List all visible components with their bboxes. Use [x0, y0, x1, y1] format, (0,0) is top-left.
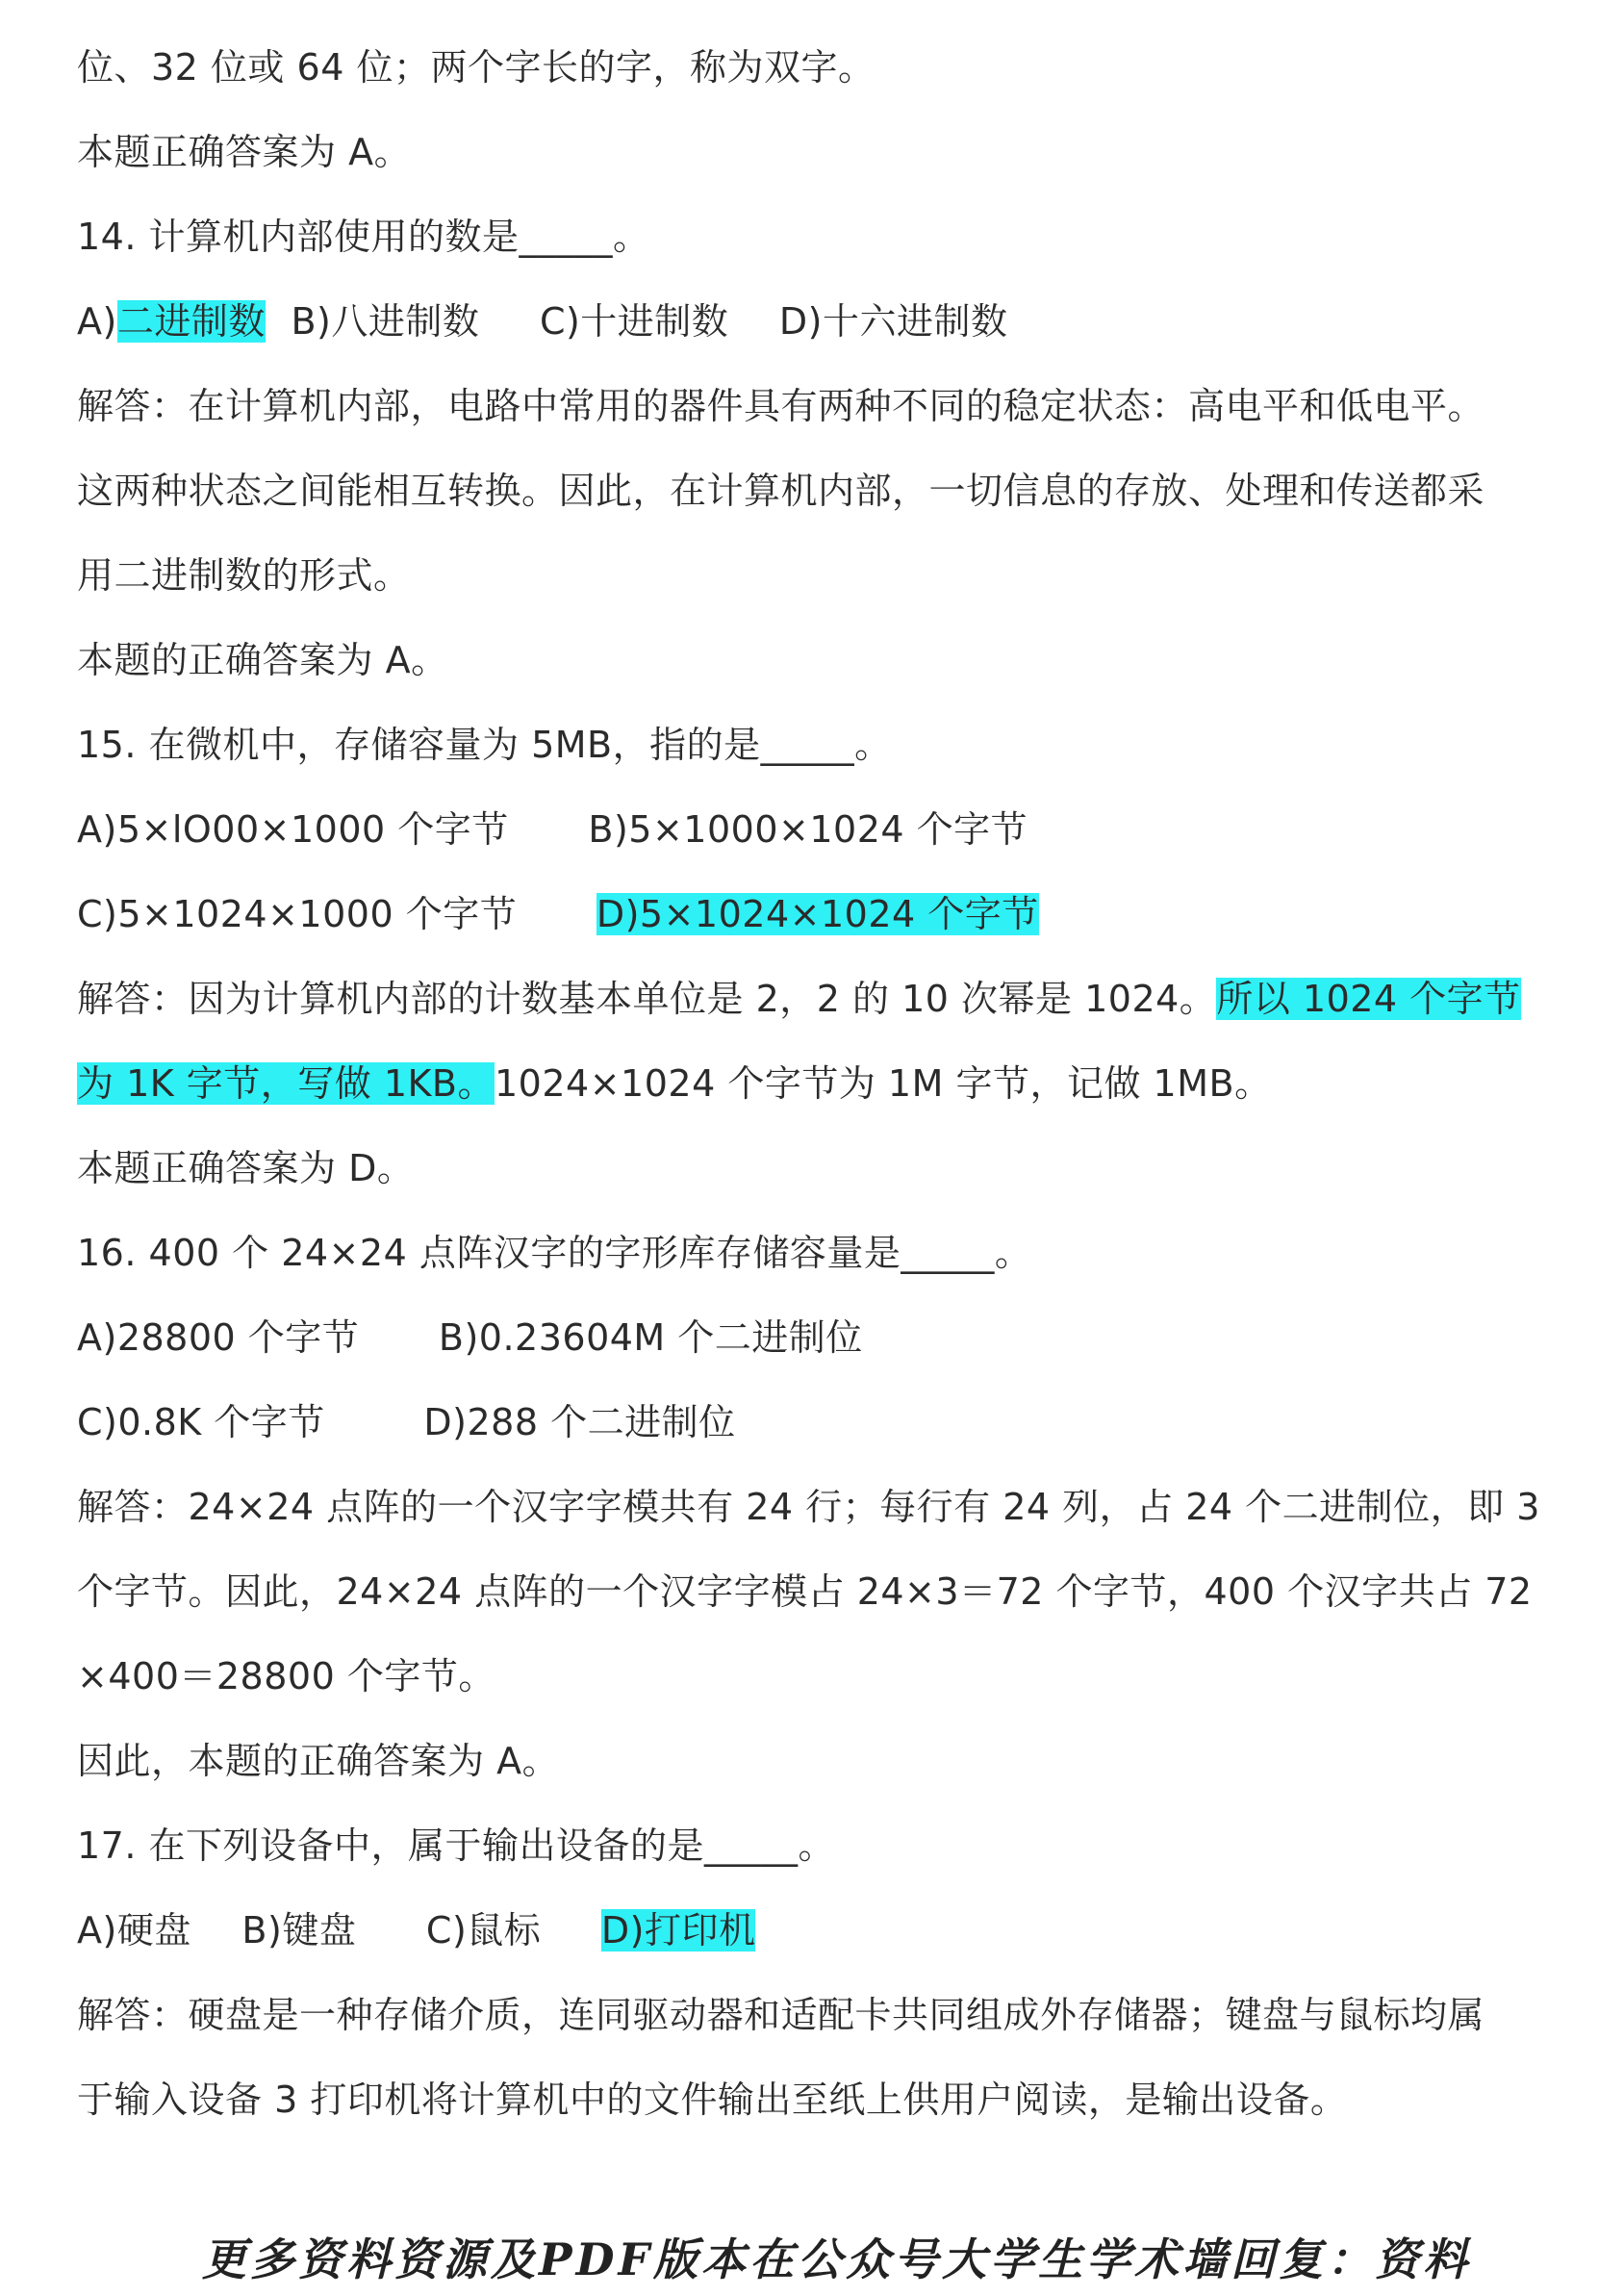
- options-15-cd: [77, 887, 1039, 941]
- options-14: [77, 294, 1007, 348]
- option-b: B)键盘: [241, 1909, 357, 1952]
- option-c: C)0.8K 个字节: [77, 1401, 325, 1443]
- option-d: D)288 个二进制位: [423, 1401, 736, 1443]
- option-a: A)28800 个字节: [77, 1316, 360, 1359]
- text-span: 于输入设备 3 打印机将计算机中的文件输出至纸上供用户阅读，是输出设备。: [77, 2079, 1348, 2121]
- text-line: [77, 40, 875, 94]
- options-16-cd: [77, 1395, 736, 1449]
- option-a: A)5×lO00×1000 个字节: [77, 808, 509, 851]
- text-span: 本题正确答案为 A。: [77, 131, 412, 173]
- question-14: [77, 210, 650, 264]
- option-c: C)鼠标: [425, 1909, 542, 1952]
- explanation-line: [77, 2073, 1347, 2127]
- question-15: [77, 718, 892, 772]
- answer-line: [77, 1734, 559, 1788]
- answer-line: [77, 633, 448, 687]
- option-d-highlighted: D)5×1024×1024 个字节: [596, 893, 1039, 935]
- option-a-highlighted: 二进制数: [116, 300, 266, 343]
- explanation-line: [77, 1480, 1540, 1534]
- question-17: [77, 1819, 835, 1873]
- text-span: 这两种状态之间能相互转换。因此，在计算机内部，一切信息的存放、处理和传送都采: [77, 470, 1485, 512]
- answer-line: [77, 1141, 414, 1195]
- text-span: 15. 在微机中，存储容量为 5MB，指的是_____。: [77, 724, 892, 766]
- explanation-line: [77, 1988, 1484, 2042]
- option-b: B)八进制数: [291, 300, 480, 343]
- option-c: C)5×1024×1000 个字节: [77, 893, 518, 935]
- text-span: 用二进制数的形式。: [77, 554, 411, 597]
- text-span: 14. 计算机内部使用的数是_____。: [77, 216, 650, 258]
- text-span: 16. 400 个 24×24 点阵汉字的字形库存储容量是_____。: [77, 1232, 1032, 1274]
- option-a: A)硬盘: [77, 1909, 191, 1952]
- options-17: [77, 1903, 755, 1957]
- option-d: D)十六进制数: [778, 300, 1008, 343]
- explanation-line: [77, 1057, 1272, 1110]
- text-span: 本题的正确答案为 A。: [77, 639, 448, 681]
- explanation-line: [77, 548, 411, 602]
- option-b: B)5×1000×1024 个字节: [588, 808, 1028, 851]
- text-span: 解答：24×24 点阵的一个汉字字模共有 24 行；每行有 24 列，占 24 个二进制位，即 3: [77, 1486, 1540, 1528]
- text-span: 解答：硬盘是一种存储介质，连同驱动器和适配卡共同组成外存储器；键盘与鼠标均属: [77, 1994, 1485, 2036]
- text-span: 解答：在计算机内部，电路中常用的器件具有两种不同的稳定状态：高电平和低电平。: [77, 385, 1485, 427]
- text-span: 个字节。因此，24×24 点阵的一个汉字字模占 24×3＝72 个字节，400 个汉字共占 72: [77, 1570, 1533, 1613]
- text-span: 17. 在下列设备中，属于输出设备的是_____。: [77, 1824, 836, 1867]
- explanation-line: [77, 1565, 1533, 1619]
- highlighted-text: 所以 1024 个字节: [1216, 978, 1521, 1020]
- options-16-ab: [77, 1311, 863, 1365]
- option-b: B)0.23604M 个二进制位: [438, 1316, 863, 1359]
- highlighted-text: 为 1K 字节，写做 1KB。: [77, 1062, 495, 1105]
- text-span: 1024×1024 个字节为 1M 字节，记做 1MB。: [495, 1062, 1272, 1105]
- options-15-ab: [77, 803, 1028, 856]
- option-a-prefix: A): [77, 300, 117, 343]
- explanation-line: [77, 464, 1484, 518]
- answer-line: [77, 125, 411, 179]
- text-span: ×400＝28800 个字节。: [77, 1655, 495, 1697]
- footer-promo: 更多资料资源及PDF版本在公众号大学生学术墙回复：资料: [202, 2233, 1472, 2285]
- option-c: C)十进制数: [539, 300, 729, 343]
- text-span: 解答：因为计算机内部的计数基本单位是 2，2 的 10 次幂是 1024。: [77, 978, 1217, 1020]
- explanation-line: [77, 379, 1484, 433]
- explanation-line: [77, 1649, 495, 1703]
- explanation-line: [77, 972, 1521, 1026]
- text-span: 本题正确答案为 D。: [77, 1147, 415, 1189]
- option-d-highlighted: D)打印机: [600, 1909, 756, 1952]
- question-16: [77, 1226, 1031, 1280]
- text-span: 因此，本题的正确答案为 A。: [77, 1740, 560, 1782]
- text-span: 位、32 位或 64 位；两个字长的字，称为双字。: [77, 46, 875, 89]
